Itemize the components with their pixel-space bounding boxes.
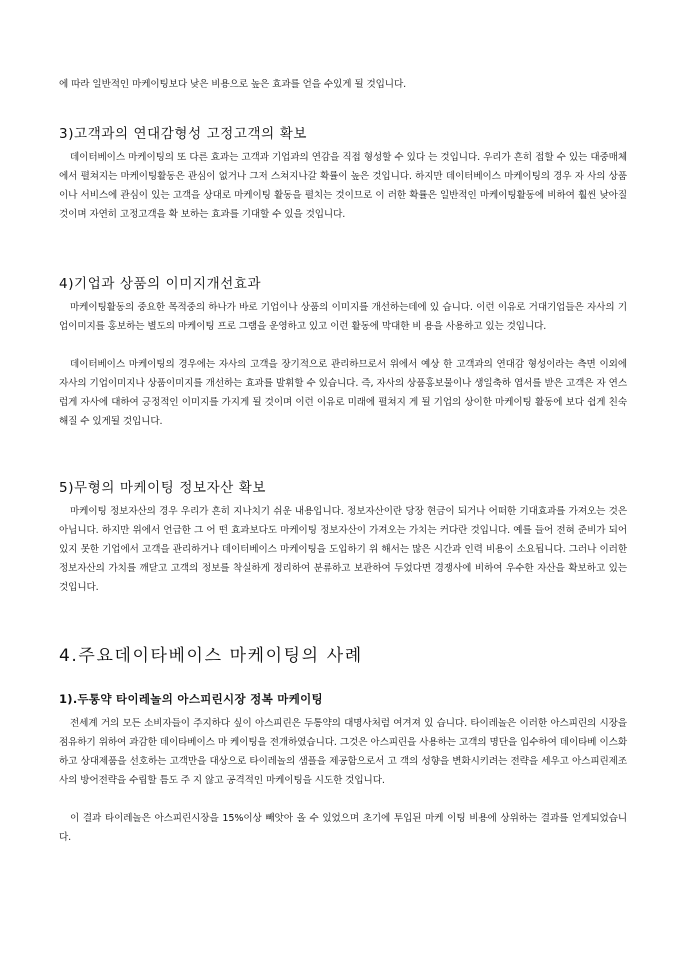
section-5-paragraph: 마케이팅 정보자산의 경우 우리가 흔히 지나치기 쉬운 내용입니다. 정보자산이란 당장 현금이 되거나 어떠한 기대효과를 가져오는 것은 아닙니다. 하지만 위에서 언급한 그 어 떤 효과보다도 마케이팅 정보자산이 가져오는 가치는 커다란 것입니다. 예를 들어 전혀 준비가 되어있지 못한 기업에서 고객을 관리하거나 데이터베이스 마케이팅을 도입하기 위 해서는 많은 시간과 인력 비용이 소요됩니다. 그러나 이러한 정보자산의 가치를 깨닫고 고객의 정보를 착실하게 정리하여 분류하고 보관하여 두었다면 경쟁사에 비하여 우수한 자산을 확보하고 있는 것입니다. — [59, 506, 627, 593]
chapter-4-heading: 4.주요데이타베이스 마케이팅의 사례 — [59, 646, 363, 666]
case-1-paragraph-1: 전세계 거의 모든 소비자들이 주지하다 싶이 아스피린은 두통약의 대명사처럼 여겨져 있 습니다. 타이레놀은 이러한 아스피린의 시장을 점유하기 위하여 과감한 데이타베이스 마 케이팅을 전개하였습니다. 그것은 아스피린을 사용하는 고객의 명단을 입수하여 데이타베 이스화하고 상대제품을 선호하는 고객만을 대상으로 타이레놀의 샘플을 제공함으로서 고 객의 성향을 변화시키려는 전략을 세우고 아스피린제조사의 방어전략을 수립할 틈도 주 지 않고 공격적인 마케이팅을 시도한 것입니다. — [59, 718, 627, 786]
section-5-heading: 5)무형의 마케이팅 정보자산 확보 — [59, 480, 267, 496]
section-3-heading: 3)고객과의 연대감형성 고정고객의 확보 — [59, 126, 307, 142]
case-1-paragraph-2: 이 결과 타이레놀은 아스피린시장을 15%이상 빼앗아 올 수 있었으며 초기에 투입된 마케 이팅 비용에 상위하는 결과를 얻게되었습니다. — [59, 813, 627, 843]
section-3-paragraph: 데이터베이스 마케이팅의 또 다른 효과는 고객과 기업과의 연감을 직접 형성할 수 있다 는 것입니다. 우리가 흔히 접할 수 있는 대중매체에서 펼쳐지는 마케이팅활동은 관심이 없거나 그저 스쳐지나갈 확률이 높은 것입니다. 하지만 데이터베이스 마케이팅의 경우 자 사의 상품이나 서비스에 관심이 있는 고객을 상대로 마케이팅 활동을 펼치는 것이므로 이 러한 확률은 일반적인 마케이팅활동에 비하여 훨씬 낮아질 것이며 자연히 고정고객을 확 보하는 효과를 기대할 수 있을 것입니다. — [59, 152, 627, 220]
section-4-paragraph-2: 데이터베이스 마케이팅의 경우에는 자사의 고객을 장기적으로 관리하므로서 위에서 예상 한 고객과의 연대감 형성이라는 측면 이외에 자사의 기업이미지나 상품이미지를 개선하는 효과를 발휘할 수 있습니다. 즉, 자사의 상품홍보물이나 생일축하 엽서를 받은 고객은 자 연스럽게 자사에 대하여 긍정적인 이미지를 가지게 될 것이며 이런 이유로 미래에 펼쳐지 게 될 기업의 상이한 마케이팅 활동에 보다 쉽게 친숙해질 수 있게될 것입니다. — [59, 359, 627, 427]
section-4-heading: 4)기업과 상품의 이미지개선효과 — [59, 276, 262, 292]
section-4-paragraph-1: 마케이팅활동의 중요한 목적중의 하나가 바로 기업이나 상품의 이미지를 개선하는데에 있 습니다. 이런 이유로 거대기업들은 자사의 기업이미지를 홍보하는 별도의 마케이팅 프로 그램을 운영하고 있고 이런 활동에 막대한 비 용을 사용하고 있는 것입니다. — [59, 302, 627, 332]
intro-paragraph-tail: 에 따라 일반적인 마케이팅보다 낮은 비용으로 높은 효과를 얻을 수있게 될 것입니다. — [59, 79, 407, 90]
case-1-heading: 1).두통약 타이레놀의 아스피린시장 정복 마케이팅 — [59, 692, 323, 706]
